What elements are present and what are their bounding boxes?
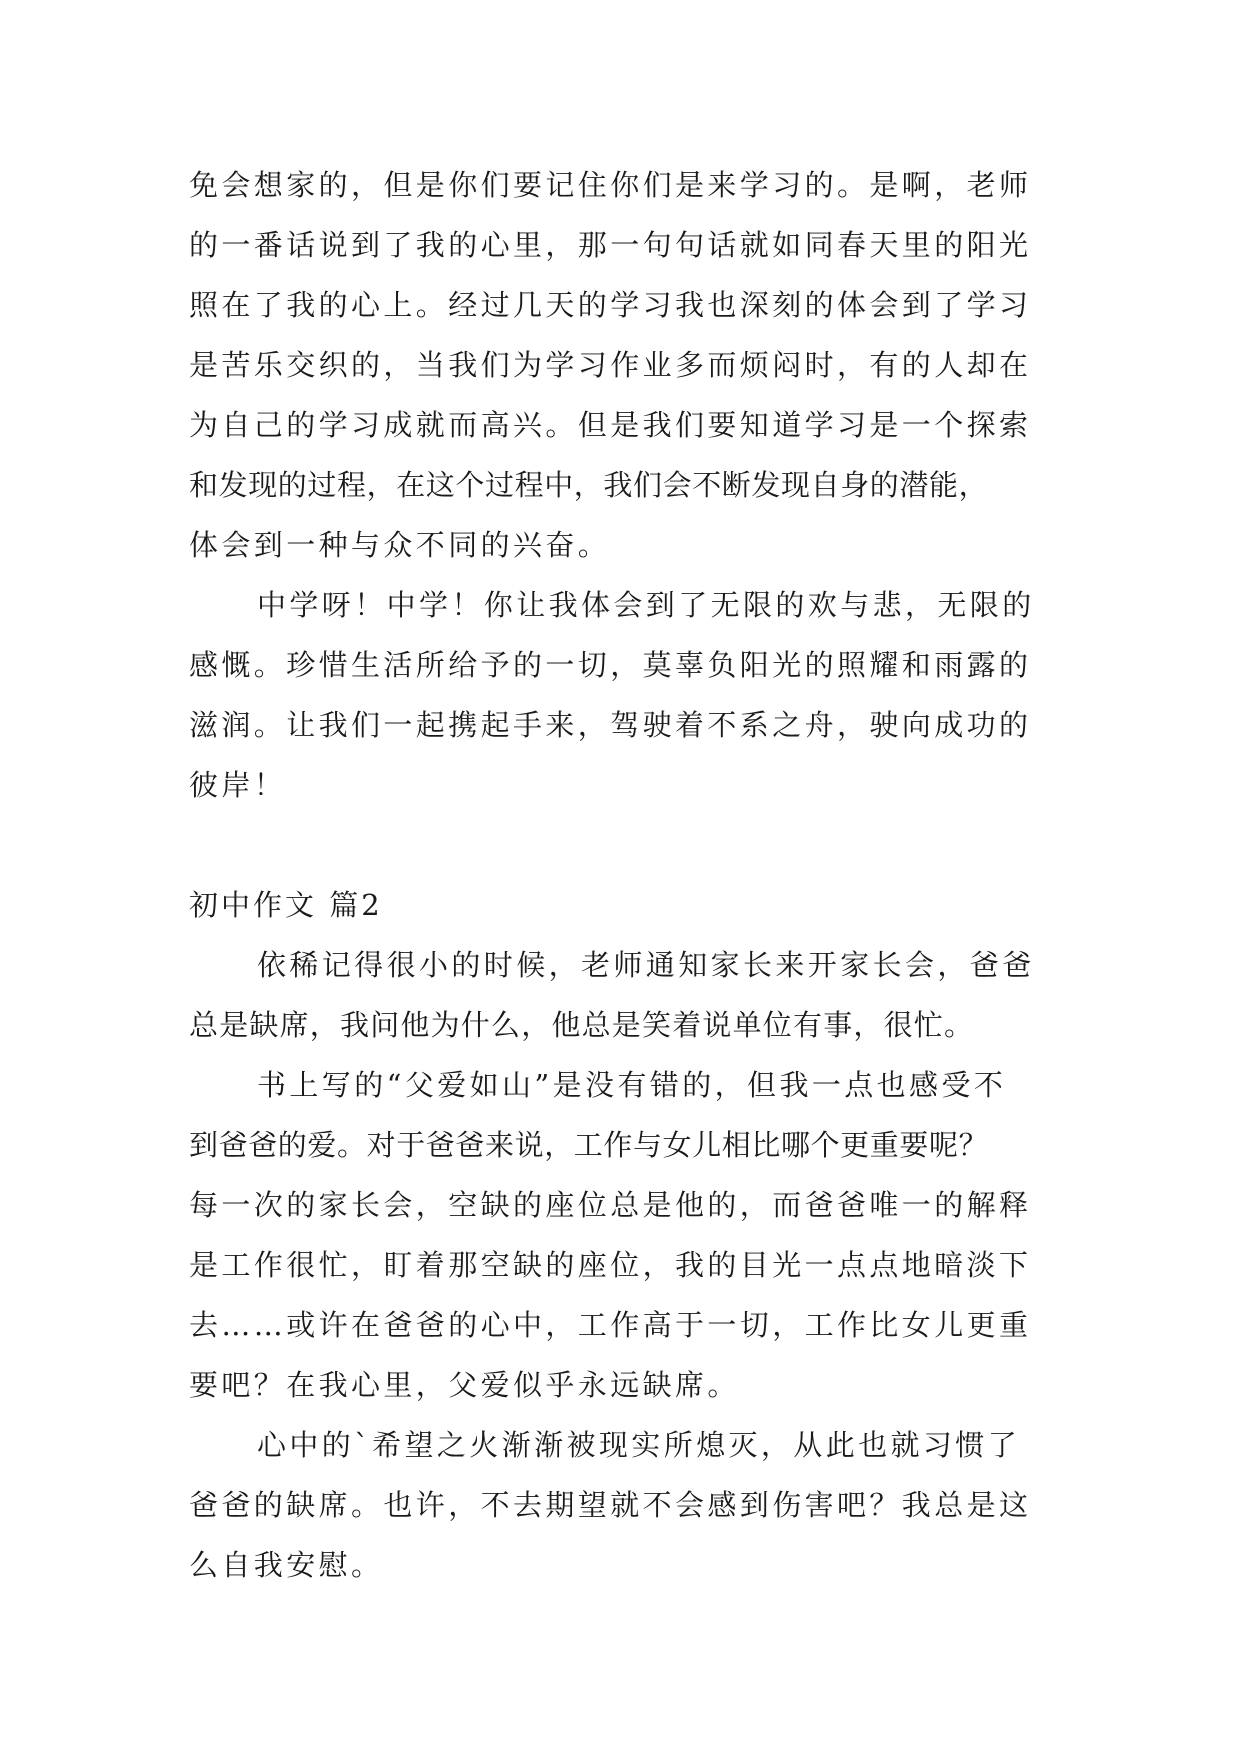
text-line: 照在了我的心上。经过几天的学习我也深刻的体会到了学习 xyxy=(189,288,1032,322)
text-line: 滋润。让我们一起携起手来，驾驶着不系之舟，驶向成功的 xyxy=(189,708,1032,742)
text-line: 免会想家的，但是你们要记住你们是来学习的。是啊，老师 xyxy=(189,168,1032,202)
paragraph xyxy=(189,575,1059,815)
text-line: 体会到一种与众不同的兴奋。 xyxy=(189,528,611,562)
text-line: 的一番话说到了我的心里，那一句句话就如同春天里的阳光 xyxy=(189,228,1032,262)
text-line: 是苦乐交织的，当我们为学习作业多而烦闷时，有的人却在 xyxy=(189,348,1032,382)
text-line: 中学呀！中学！你让我体会到了无限的欢与悲，无限的 xyxy=(257,588,1035,622)
paragraph xyxy=(189,1415,1059,1595)
text-line: 感慨。珍惜生活所给予的一切，莫辜负阳光的照耀和雨露的 xyxy=(189,648,1032,682)
paragraph xyxy=(189,155,1059,575)
document-body xyxy=(189,155,1059,1595)
text-line: 爸爸的缺席。也许，不去期望就不会感到伤害吧？我总是这 xyxy=(189,1488,1032,1522)
text-line: 心中的`希望之火渐渐被现实所熄灭，从此也就习惯了 xyxy=(257,1428,1021,1462)
section-title: 初中作文 篇2 xyxy=(189,888,383,922)
text-line: 依稀记得很小的时候，老师通知家长来开家长会，爸爸 xyxy=(257,948,1035,982)
text-line: 彼岸！ xyxy=(189,768,287,802)
text-line: 为自己的学习成就而高兴。但是我们要知道学习是一个探索 xyxy=(189,408,1032,442)
paragraph xyxy=(189,935,1059,1055)
text-line: 书上写的“父爱如山”是没有错的，但我一点也感受不 xyxy=(257,1068,1007,1102)
paragraph xyxy=(189,1055,1059,1415)
text-line: 么自我安慰。 xyxy=(189,1548,384,1582)
text-line: 到爸爸的爱。对于爸爸来说，工作与女儿相比哪个更重要呢？ xyxy=(189,1128,989,1162)
text-line: 每一次的家长会，空缺的座位总是他的，而爸爸唯一的解释 xyxy=(189,1188,1032,1222)
text-line: 是工作很忙，盯着那空缺的座位，我的目光一点点地暗淡下 xyxy=(189,1248,1032,1282)
text-line: 总是缺席，我问他为什么，他总是笑着说单位有事，很忙。 xyxy=(189,1008,975,1042)
text-line: 和发现的过程，在这个过程中，我们会不断发现自身的潜能， xyxy=(189,468,989,502)
text-line: 要吧？在我心里，父爱似乎永远缺席。 xyxy=(189,1368,740,1402)
text-line: 去……或许在爸爸的心中，工作高于一切，工作比女儿更重 xyxy=(189,1308,1032,1342)
